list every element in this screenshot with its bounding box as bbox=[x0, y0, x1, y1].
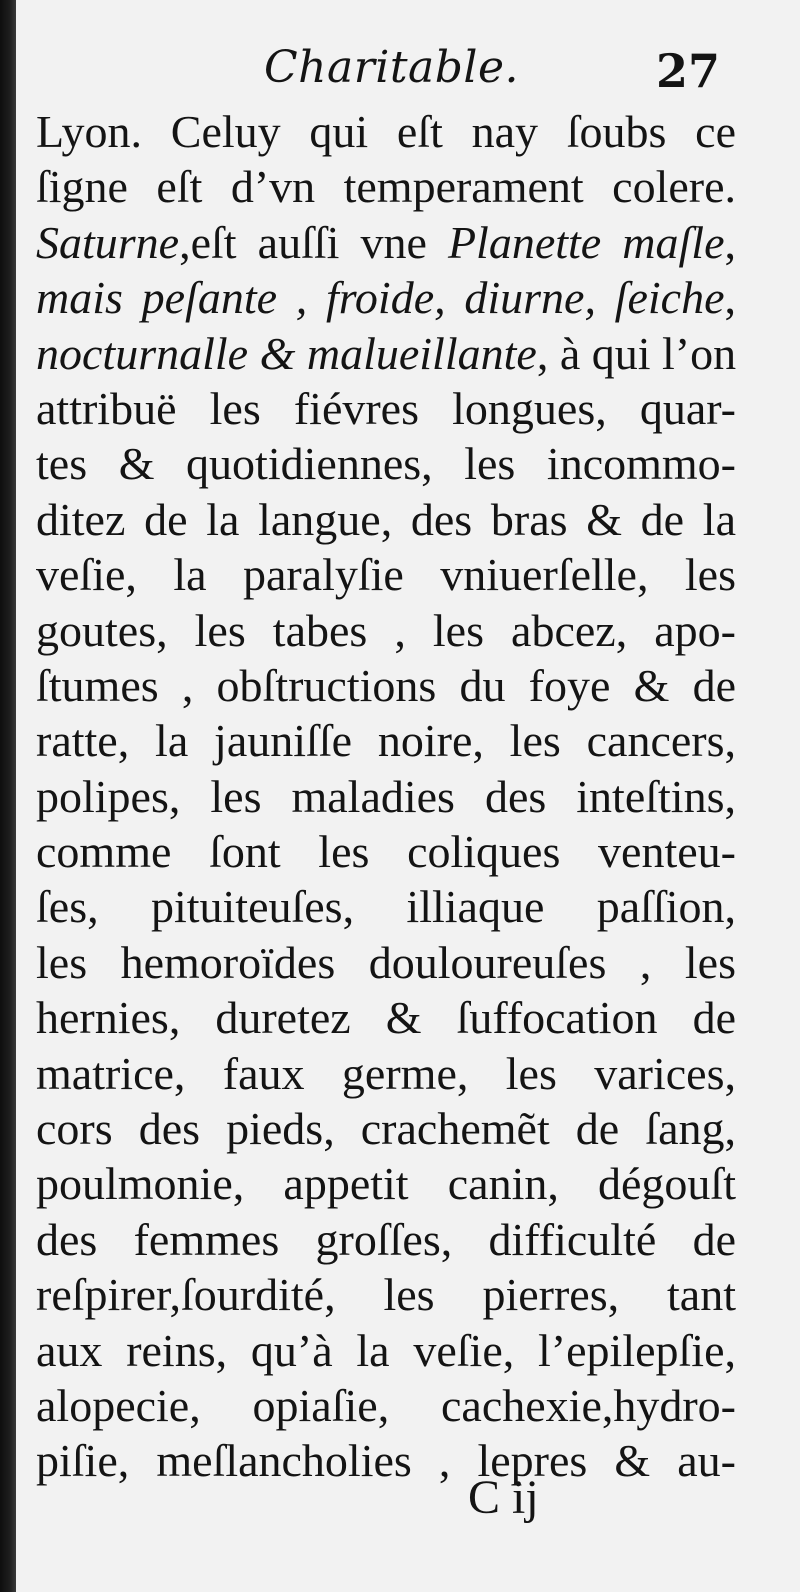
text-line: piſie, meſlancholies , lepres & au- bbox=[36, 1435, 736, 1487]
page-header bbox=[16, 42, 800, 102]
italic-phrase: mais peſante , froide, diurne, ſeiche bbox=[36, 272, 725, 324]
text-line: ſtumes , obſtructions du foye & de bbox=[36, 659, 736, 711]
text-line-italic-mixed: nocturnalle & malueillante, à qui l’on bbox=[36, 327, 737, 379]
text-line-italic: mais peſante , froide, diurne, ſeiche, bbox=[36, 272, 736, 324]
text-line: goutes, les tabes , les abcez, apo- bbox=[36, 604, 736, 656]
text-line: ditez de la langue, des bras & de la bbox=[36, 493, 736, 545]
text-line: des femmes groſſes, difficulté de bbox=[36, 1213, 736, 1265]
italic-phrase: Planette maſle bbox=[447, 216, 725, 268]
italic-phrase: Saturne bbox=[36, 216, 180, 268]
text-line: tes & quotidiennes, les incommo- bbox=[36, 438, 736, 490]
running-title: Charitable. bbox=[264, 42, 520, 93]
text-line: comme ſont les coliques venteu- bbox=[36, 826, 736, 878]
text-line: ſigne eſt d’vn temperament colere. bbox=[36, 161, 736, 213]
text-line: attribuë les fiévres longues, quar- bbox=[36, 382, 736, 434]
binding-edge-shadow bbox=[0, 0, 16, 1592]
text-line: matrice, faux germe, les varices, bbox=[36, 1047, 736, 1099]
text-line: hernies, duretez & ſuffocation de bbox=[36, 992, 736, 1044]
text-line: ratte, la jauniſſe noire, les cancers, bbox=[36, 715, 736, 767]
text-line: polipes, les maladies des inteſtins, bbox=[36, 770, 736, 822]
text-line: veſie, la paralyſie vniuerſelle, les bbox=[36, 549, 736, 601]
text-line: reſpirer,ſourdité, les pierres, tant bbox=[36, 1269, 736, 1321]
text-line: poulmonie, appetit canin, dégouſt bbox=[36, 1158, 736, 1210]
text-line: aux reins, qu’à la veſie, l’epilepſie, bbox=[36, 1324, 736, 1376]
text-line: les hemoroïdes douloureuſes , les bbox=[36, 936, 736, 988]
signature-mark: C ij bbox=[468, 1471, 539, 1524]
body-text bbox=[36, 104, 736, 1489]
text-line: cors des pieds, crachemẽt de ſang, bbox=[36, 1103, 736, 1155]
page-number: 27 bbox=[656, 44, 721, 98]
text-line: alopecie, opiaſie, cachexie,hydro- bbox=[36, 1379, 736, 1431]
text-line: ſes, pituiteuſes, illiaque paſſion, bbox=[36, 881, 736, 933]
text-line: Lyon. Celuy qui eſt nay ſoubs ce bbox=[36, 106, 736, 157]
text-line-italic-mixed: Saturne,eſt auſſi vne Planette maſle, bbox=[36, 216, 736, 268]
italic-phrase: nocturnalle & malueillante bbox=[36, 327, 537, 379]
